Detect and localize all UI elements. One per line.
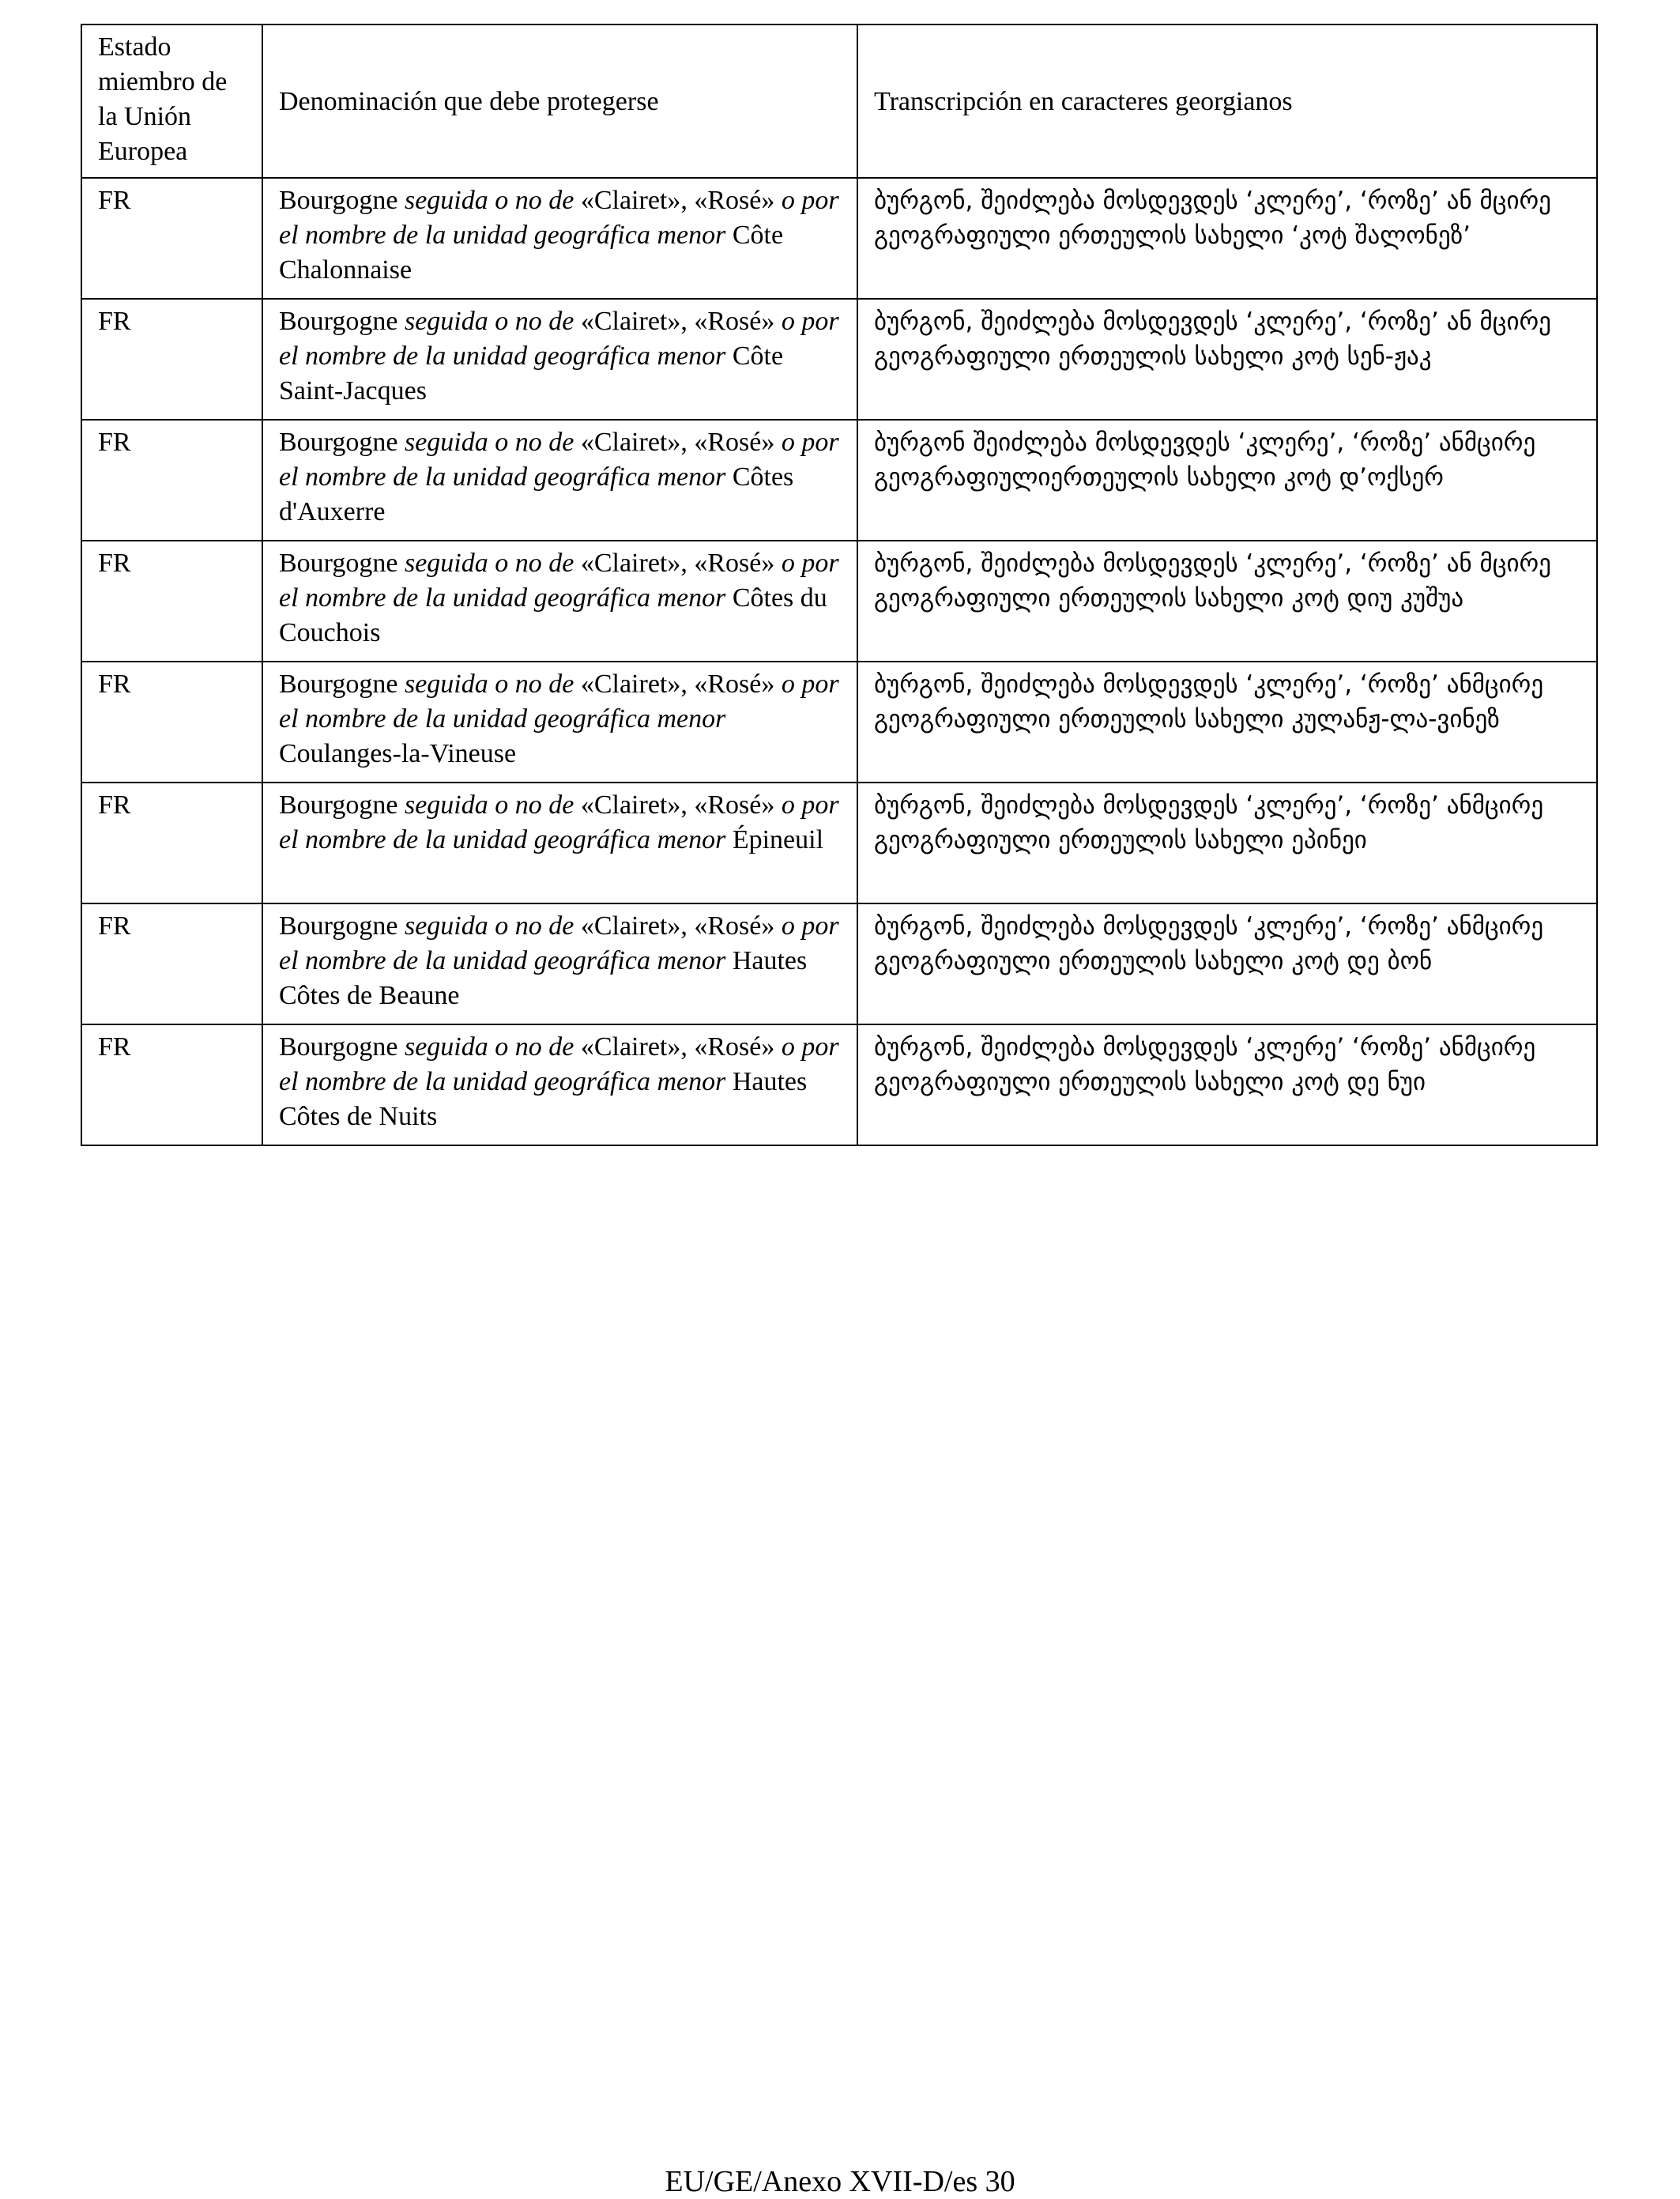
denomination-terms: «Clairet», «Rosé» [580, 428, 782, 457]
denomination-italic: o por el nombre de la unidad geográfica menor [279, 911, 839, 975]
header-transcription: Transcripción en caracteres georgianos [857, 25, 1597, 178]
denomination-cell [262, 541, 857, 662]
denomination-italic: seguida o no de [404, 1032, 581, 1062]
member-state-cell: FR [81, 1024, 262, 1145]
denomination-terms: «Clairet», «Rosé» [580, 790, 782, 820]
denomination-name: Côte Chalonnaise [279, 221, 784, 285]
georgian-transcription-cell: ბურგონ, შეიძლება მოსდევდეს ‘კლერე’, ‘როზე’ ან მცირე გეოგრაფიული ერთეულის სახელი ‘კოტ შალონეზ’ [857, 178, 1597, 299]
denomination-terms: «Clairet», «Rosé» [580, 1032, 782, 1062]
table-row [81, 662, 1597, 783]
header-denomination: Denominación que debe protegerse [262, 25, 857, 178]
georgian-transcription-cell: ბურგონ, შეიძლება მოსდევდეს ‘კლერე’, ‘როზე’ ანმცირე გეოგრაფიული ერთეულის სახელი კოტ დე ბონ [857, 903, 1597, 1024]
denomination-italic: o por el nombre de la unidad geográfica menor [279, 186, 839, 250]
denomination-terms: «Clairet», «Rosé» [580, 186, 782, 215]
denomination-cell [262, 178, 857, 299]
table-row [81, 541, 1597, 662]
denomination-italic: seguida o no de [404, 790, 581, 820]
denomination-name: Côtes du Couchois [279, 583, 827, 647]
denomination-italic: seguida o no de [404, 186, 581, 215]
gi-denomination-table [81, 24, 1598, 1146]
denomination-terms: «Clairet», «Rosé» [580, 670, 782, 699]
denomination-prefix: Bourgogne [279, 186, 405, 215]
table-row [81, 178, 1597, 299]
georgian-transcription-cell: ბურგონ შეიძლება მოსდევდეს ‘კლერე’, ‘როზე’ ანმცირე გეოგრაფიულიერთეულის სახელი კოტ დ’ოქსერ [857, 420, 1597, 541]
georgian-transcription-cell: ბურგონ, შეიძლება მოსდევდეს ‘კლერე’, ‘როზე’ ანმცირე გეოგრაფიული ერთეულის სახელი ეპინეი [857, 783, 1597, 903]
denomination-prefix: Bourgogne [279, 670, 405, 699]
denomination-italic: o por el nombre de la unidad geográfica menor [279, 428, 839, 492]
denomination-prefix: Bourgogne [279, 1032, 405, 1062]
denomination-italic: seguida o no de [404, 549, 581, 578]
denomination-italic: o por el nombre de la unidad geográfica menor [279, 307, 839, 371]
denomination-italic: o por el nombre de la unidad geográfica menor [279, 1032, 839, 1096]
page-footer-reference: EU/GE/Anexo XVII-D/es 30 [665, 2165, 1015, 2198]
denomination-italic: o por el nombre de la unidad geográfica menor [279, 790, 839, 854]
denomination-cell [262, 903, 857, 1024]
denomination-prefix: Bourgogne [279, 549, 405, 578]
denomination-cell [262, 299, 857, 420]
denomination-prefix: Bourgogne [279, 307, 405, 336]
denomination-italic: o por el nombre de la unidad geográfica menor [279, 670, 839, 734]
denomination-cell [262, 662, 857, 783]
table-row [81, 299, 1597, 420]
georgian-transcription-cell: ბურგონ, შეიძლება მოსდევდეს ‘კლერე’, ‘როზე’ ანმცირე გეოგრაფიული ერთეულის სახელი კულანჟ-ლა-ვინეზ [857, 662, 1597, 783]
member-state-cell: FR [81, 420, 262, 541]
denomination-cell [262, 783, 857, 903]
denomination-prefix: Bourgogne [279, 790, 405, 820]
denomination-name: Hautes Côtes de Beaune [279, 946, 808, 1010]
member-state-cell: FR [81, 178, 262, 299]
denomination-terms: «Clairet», «Rosé» [580, 549, 782, 578]
denomination-name: Coulanges-la-Vineuse [279, 739, 517, 768]
denomination-terms: «Clairet», «Rosé» [580, 307, 782, 336]
denomination-terms: «Clairet», «Rosé» [580, 911, 782, 941]
table-row [81, 903, 1597, 1024]
denomination-prefix: Bourgogne [279, 428, 405, 457]
denomination-italic: seguida o no de [404, 307, 581, 336]
denomination-name: Hautes Côtes de Nuits [279, 1067, 808, 1131]
table-row [81, 420, 1597, 541]
denomination-italic: o por el nombre de la unidad geográfica menor [279, 549, 839, 613]
denomination-cell [262, 1024, 857, 1145]
georgian-transcription-cell: ბურგონ, შეიძლება მოსდევდეს ‘კლერე’, ‘როზე’ ან მცირე გეოგრაფიული ერთეულის სახელი კოტ სენ-ჟაკ [857, 299, 1597, 420]
member-state-cell: FR [81, 541, 262, 662]
georgian-transcription-cell: ბურგონ, შეიძლება მოსდევდეს ‘კლერე’ ‘როზე’ ანმცირე გეოგრაფიული ერთეულის სახელი კოტ დე ნუი [857, 1024, 1597, 1145]
georgian-transcription-cell: ბურგონ, შეიძლება მოსდევდეს ‘კლერე’, ‘როზე’ ან მცირე გეოგრაფიული ერთეულის სახელი კოტ დიუ კუშუა [857, 541, 1597, 662]
denomination-name: Côte Saint-Jacques [279, 341, 784, 405]
denomination-name: Épineuil [732, 825, 824, 854]
member-state-cell: FR [81, 299, 262, 420]
table-row [81, 783, 1597, 903]
denomination-italic: seguida o no de [404, 911, 581, 941]
table-header-row [81, 25, 1597, 178]
denomination-name: Côtes d'Auxerre [279, 462, 794, 526]
member-state-cell: FR [81, 903, 262, 1024]
denomination-prefix: Bourgogne [279, 911, 405, 941]
table-row [81, 1024, 1597, 1145]
member-state-cell: FR [81, 662, 262, 783]
denomination-italic: seguida o no de [404, 670, 581, 699]
denomination-cell [262, 420, 857, 541]
header-member-state: Estado miembro de la Unión Europea [81, 25, 262, 178]
denomination-italic: seguida o no de [404, 428, 581, 457]
member-state-cell: FR [81, 783, 262, 903]
